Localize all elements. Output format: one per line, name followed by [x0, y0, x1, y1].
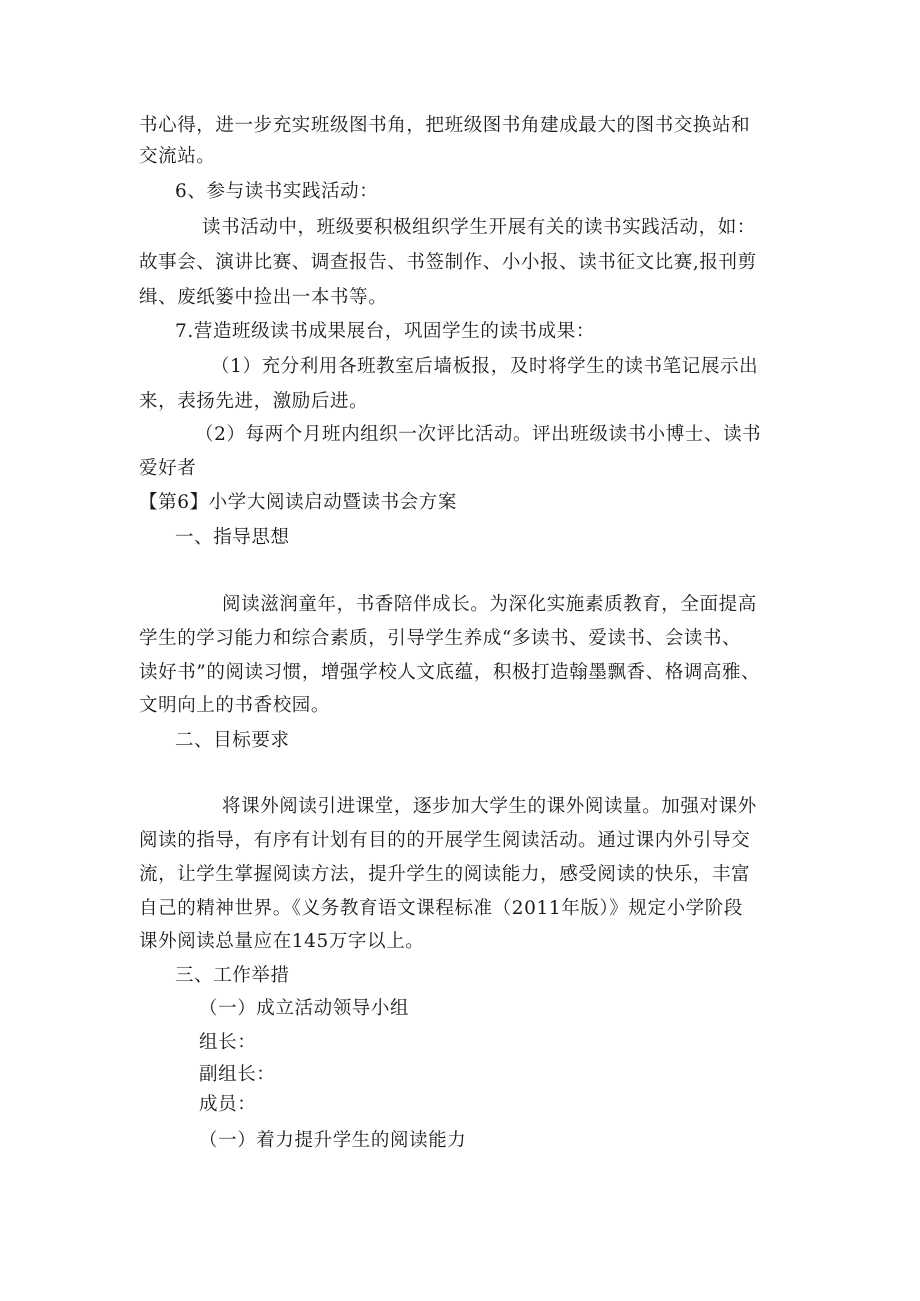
paragraph-line: （2）每两个月班内组织一次评比活动。评出班级读书小博士、读书 — [195, 424, 762, 445]
section-heading: 一、指导思想 — [175, 527, 290, 548]
subsection-heading: （一）成立活动领导小组 — [199, 998, 410, 1019]
section-heading: 6、参与读书实践活动： — [175, 181, 379, 202]
form-label: 组长： — [199, 1032, 257, 1053]
section-heading: 7.营造班级读书成果展台，巩固学生的读书成果： — [175, 321, 595, 342]
paragraph-line: 读好书”的阅读习惯，增强学校人文底蕴，积极打造翰墨飘香、格调高雅、 — [139, 662, 761, 683]
paragraph-line: 来，表扬先进，激励后进。 — [139, 391, 369, 412]
paragraph-line: 读书活动中，班级要积极组织学生开展有关的读书实践活动，如： — [202, 217, 756, 238]
paragraph-line: 书心得，进一步充实班级图书角，把班级图书角建成最大的图书交换站和 — [139, 115, 751, 136]
paragraph-line: （1）充分利用各班教室后墙板报，及时将学生的读书笔记展示出 — [211, 356, 759, 377]
paragraph-line: 学生的学习能力和综合素质，引导学生养成“多读书、爱读书、会读书、 — [139, 628, 742, 649]
paragraph-line: 交流站。 — [139, 146, 216, 167]
document-section-title: 【第6】小学大阅读启动暨读书会方案 — [139, 492, 457, 513]
form-label: 副组长： — [199, 1064, 276, 1085]
paragraph-line: 阅读的指导，有序有计划有目的的开展学生阅读活动。通过课内外引导交 — [139, 830, 751, 851]
paragraph-line: 爱好者 — [139, 458, 197, 479]
paragraph-line: 文明向上的书香校园。 — [139, 695, 331, 716]
paragraph-line: 自己的精神世界。《义务教育语文课程标准（2011年版）》规定小学阶段 — [139, 898, 743, 919]
paragraph-line: 流，让学生掌握阅读方法，提升学生的阅读能力，感受阅读的快乐，丰富 — [139, 864, 751, 885]
section-heading: 三、工作举措 — [175, 965, 290, 986]
paragraph-line: 将课外阅读引进课堂，逐步加大学生的课外阅读量。加强对课外 — [222, 796, 757, 817]
paragraph-line: 课外阅读总量应在145万字以上。 — [139, 931, 425, 952]
form-label: 成员： — [199, 1094, 257, 1115]
paragraph-line: 缉、废纸篓中捡出一本书等。 — [139, 287, 388, 308]
paragraph-line: 阅读滋润童年，书香陪伴成长。为深化实施素质教育，全面提高 — [222, 594, 757, 615]
section-heading: 二、目标要求 — [175, 730, 290, 751]
paragraph-line: 故事会、演讲比赛、调查报告、书签制作、小小报、读书征文比赛,报刊剪 — [139, 252, 757, 273]
subsection-heading: （一）着力提升学生的阅读能力 — [199, 1130, 467, 1151]
